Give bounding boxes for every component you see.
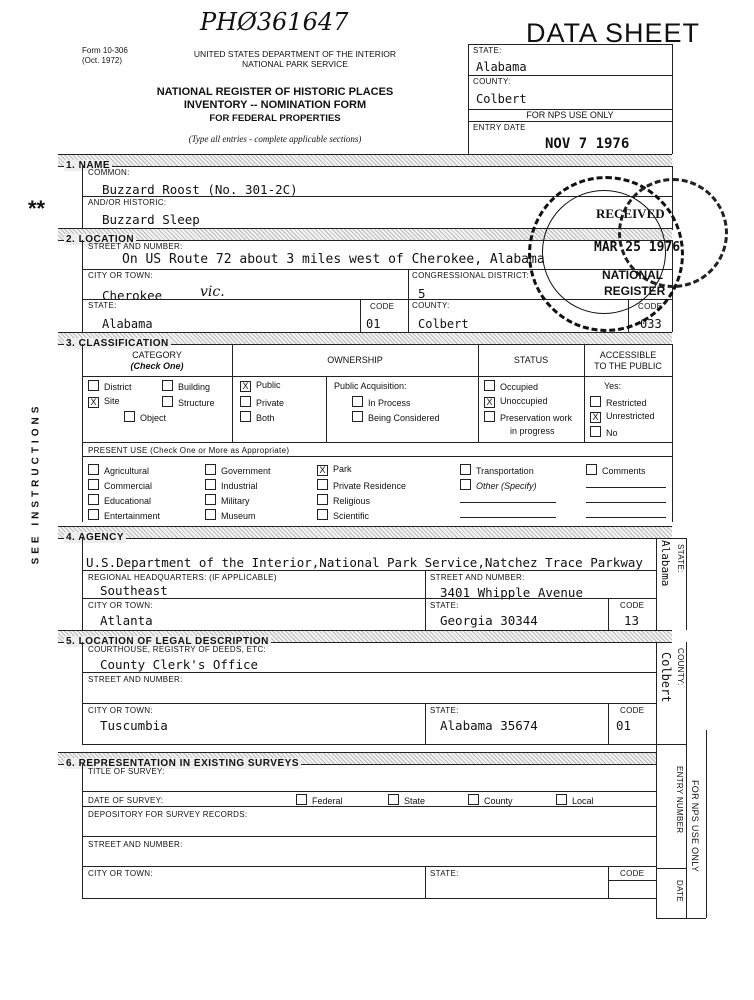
survey-state-label: STATE: — [430, 869, 459, 878]
use-transportation[interactable] — [460, 464, 534, 476]
margin-mark: ** — [28, 196, 46, 221]
city-value: Cherokee — [102, 288, 163, 303]
common-value: Buzzard Roost (No. 301-2C) — [102, 182, 298, 197]
survey-federal[interactable] — [296, 794, 343, 806]
own-both-label: Both — [256, 413, 275, 423]
use-transportation-label: Transportation — [476, 466, 534, 476]
checkbox[interactable] — [162, 396, 173, 407]
nps-use-only-side: FOR NPS USE ONLY — [690, 780, 700, 873]
use-agricultural-label: Agricultural — [104, 466, 150, 476]
checkbox[interactable] — [352, 411, 363, 422]
county-label: COUNTY: — [412, 301, 450, 310]
agency-code-label: CODE — [620, 601, 645, 610]
use-other-label: Other (Specify) — [476, 481, 537, 491]
courthouse-label: COURTHOUSE, REGISTRY OF DEEDS, ETC: — [88, 645, 267, 654]
checkbox-checked[interactable]: X — [240, 381, 251, 392]
accessible-header-2: TO THE PUBLIC — [594, 361, 662, 371]
historic-label: AND/OR HISTORIC: — [88, 198, 167, 207]
county-value: Colbert — [418, 317, 469, 331]
survey-local[interactable] — [556, 794, 594, 806]
header-state-value: Alabama — [476, 60, 527, 74]
survey-county[interactable] — [468, 794, 513, 806]
checkbox[interactable] — [590, 396, 601, 407]
use-park-label: Park — [333, 464, 352, 474]
agency-name: U.S.Department of the Interior,National Park Service,Natchez Trace Parkway — [86, 555, 643, 570]
regional-value: Southeast — [100, 583, 168, 598]
legal-city-label: CITY OR TOWN: — [88, 706, 153, 715]
own-private-label: Private — [256, 398, 285, 408]
acc-unrestricted[interactable] — [590, 411, 655, 423]
checkbox[interactable] — [88, 380, 99, 391]
acc-restricted-label: Restricted — [606, 398, 647, 408]
use-comments[interactable] — [586, 464, 646, 476]
use-commercial[interactable] — [88, 479, 152, 491]
header-county-value: Colbert — [476, 92, 527, 106]
survey-date-label: DATE OF SURVEY: — [88, 796, 164, 805]
legal-state-label: STATE: — [430, 706, 459, 715]
legal-county-side: Colbert — [659, 652, 673, 703]
agency-street-value: 3401 Whipple Avenue — [440, 585, 583, 600]
checkbox[interactable] — [484, 411, 495, 422]
use-religious[interactable] — [317, 494, 370, 506]
type-instructions: (Type all entries - complete applicable sections) — [188, 134, 362, 144]
use-commercial-label: Commercial — [104, 481, 153, 491]
form-number: Form 10-306 — [82, 46, 128, 55]
use-agricultural[interactable] — [88, 464, 149, 476]
status-occupied[interactable] — [484, 380, 538, 392]
common-label: COMMON: — [88, 168, 130, 177]
header-entry-date-label: ENTRY DATE — [473, 123, 526, 132]
use-entertainment-label: Entertainment — [104, 511, 161, 521]
checkbox[interactable] — [88, 494, 99, 505]
checkbox-checked[interactable]: X — [484, 397, 495, 408]
checkbox[interactable] — [352, 396, 363, 407]
form-title-3: FOR FEDERAL PROPERTIES — [209, 113, 341, 124]
city-label: CITY OR TOWN: — [88, 271, 153, 280]
legal-city-value: Tuscumbia — [100, 718, 168, 733]
checkbox[interactable] — [205, 509, 216, 520]
checkbox[interactable] — [590, 426, 601, 437]
use-industrial[interactable] — [205, 479, 258, 491]
own-private[interactable] — [240, 396, 284, 408]
checkbox[interactable] — [296, 794, 307, 805]
checkbox[interactable] — [317, 479, 328, 490]
section-4-title: 4. AGENCY — [66, 532, 125, 543]
ownership-header: OWNERSHIP — [327, 355, 383, 365]
checkbox[interactable] — [88, 509, 99, 520]
status-occupied-label: Occupied — [500, 382, 539, 392]
survey-title-label: TITLE OF SURVEY: — [88, 767, 165, 776]
state-code-label: CODE — [370, 302, 395, 311]
acc-no[interactable] — [590, 426, 618, 438]
section-6-title: 6. REPRESENTATION IN EXISTING SURVEYS — [66, 758, 299, 769]
district-value: 5 — [418, 286, 426, 301]
checkbox-checked[interactable]: X — [590, 412, 601, 423]
use-other[interactable] — [460, 479, 537, 491]
stamp-received: RECEIVED — [596, 206, 665, 221]
handwritten-id: PHØ361647 — [200, 8, 349, 36]
legal-county-side-label: COUNTY: — [676, 648, 685, 686]
agency-state-side: Alabama — [659, 540, 672, 587]
use-scientific-label: Scientific — [333, 511, 370, 521]
category-header: CATEGORY — [132, 350, 182, 360]
checkbox[interactable] — [317, 509, 328, 520]
checkbox[interactable] — [162, 380, 173, 391]
survey-federal-label: Federal — [312, 796, 343, 806]
status-in-progress-label: in progress — [510, 426, 555, 436]
agency-state-side-label: STATE: — [676, 544, 685, 573]
survey-state-label: State — [404, 796, 426, 806]
use-military-label: Military — [221, 496, 250, 506]
checkbox[interactable] — [88, 479, 99, 490]
public-acquisition-label: Public Acquisition: — [334, 381, 407, 391]
checkbox[interactable] — [460, 479, 471, 490]
section-3-title: 3. CLASSIFICATION — [66, 338, 169, 349]
stamp-register: REGISTER — [604, 284, 666, 298]
checkbox[interactable] — [205, 479, 216, 490]
use-military[interactable] — [205, 494, 250, 506]
see-instructions-side: SEE INSTRUCTIONS — [30, 402, 42, 565]
agency-line-1: UNITED STATES DEPARTMENT OF THE INTERIOR — [193, 49, 397, 59]
cat-object[interactable] — [124, 411, 166, 423]
legal-code-value: 01 — [616, 718, 632, 733]
checkbox[interactable] — [205, 494, 216, 505]
acc-no-label: No — [606, 428, 618, 438]
form-title-2: INVENTORY -- NOMINATION FORM — [183, 99, 367, 111]
acc-unrestricted-label: Unrestricted — [606, 411, 655, 421]
agency-state-value: Georgia 30344 — [440, 613, 538, 628]
historic-value: Buzzard Sleep — [102, 212, 200, 227]
agency-street-label: STREET AND NUMBER: — [430, 573, 525, 582]
own-being-considered-label: Being Considered — [368, 413, 440, 423]
checkbox[interactable] — [317, 494, 328, 505]
status-preservation[interactable] — [484, 411, 572, 423]
form-date: (Oct. 1972) — [82, 56, 123, 65]
checkbox[interactable] — [468, 794, 479, 805]
courthouse-value: County Clerk's Office — [100, 657, 259, 672]
status-unoccupied[interactable] — [484, 396, 548, 408]
accessible-header-1: ACCESSIBLE — [599, 350, 657, 360]
legal-state-value: Alabama 35674 — [440, 718, 538, 733]
use-comments-label: Comments — [602, 466, 646, 476]
use-government[interactable] — [205, 464, 271, 476]
agency-line-2: NATIONAL PARK SERVICE — [242, 59, 348, 69]
own-both[interactable] — [240, 411, 275, 423]
header-entry-date: NOV 7 1976 — [545, 136, 630, 152]
use-government-label: Government — [221, 466, 271, 476]
status-header: STATUS — [513, 355, 549, 365]
agency-code-value: 13 — [624, 613, 640, 628]
street-value: On US Route 72 about 3 miles west of Cherokee, Alabama — [122, 252, 545, 267]
cat-site[interactable] — [88, 396, 120, 408]
present-use-label: PRESENT USE (Check One or More as Appropriate) — [88, 446, 290, 455]
use-museum-label: Museum — [221, 511, 256, 521]
use-educational-label: Educational — [104, 496, 152, 506]
own-public-label: Public — [256, 380, 281, 390]
checkbox[interactable] — [124, 411, 135, 422]
city-vicinity-note: vic. — [200, 284, 225, 300]
acc-restricted[interactable] — [590, 396, 647, 408]
checkbox[interactable] — [388, 794, 399, 805]
regional-label: REGIONAL HEADQUARTERS: (IF APPLICABLE) — [88, 573, 277, 582]
survey-street-label: STREET AND NUMBER: — [88, 840, 183, 849]
use-museum[interactable] — [205, 509, 256, 521]
depository-label: DEPOSITORY FOR SURVEY RECORDS: — [88, 810, 248, 819]
legal-code-label: CODE — [620, 706, 645, 715]
survey-city-label: CITY OR TOWN: — [88, 869, 153, 878]
cat-site-label: Site — [104, 396, 120, 406]
checkbox[interactable] — [205, 464, 216, 475]
street-label: STREET AND NUMBER: — [88, 242, 183, 251]
section-1-title: 1. NAME — [66, 160, 111, 171]
section-2-title: 2. LOCATION — [66, 234, 135, 245]
district-label: CONGRESSIONAL DISTRICT: — [412, 271, 529, 280]
stamp-national: NATIONAL — [602, 268, 664, 282]
survey-code-label: CODE — [620, 869, 645, 878]
cat-district-label: District — [104, 382, 132, 392]
cat-object-label: Object — [140, 413, 167, 423]
checkbox[interactable] — [240, 411, 251, 422]
header-nps-use: FOR NPS USE ONLY — [526, 110, 614, 120]
check-one-note: (Check One) — [130, 361, 184, 371]
checkbox-checked[interactable]: X — [317, 465, 328, 476]
use-industrial-label: Industrial — [221, 481, 258, 491]
checkbox-checked[interactable]: X — [88, 397, 99, 408]
checkbox[interactable] — [460, 464, 471, 475]
agency-state-label: STATE: — [430, 601, 459, 610]
section-5-title: 5. LOCATION OF LEGAL DESCRIPTION — [66, 636, 269, 647]
county-code-value: 033 — [640, 317, 662, 331]
checkbox[interactable] — [586, 464, 597, 475]
use-religious-label: Religious — [333, 496, 371, 506]
state-value: Alabama — [102, 317, 153, 331]
use-private-residence-label: Private Residence — [333, 481, 407, 491]
use-entertainment[interactable] — [88, 509, 160, 521]
stamp-date: MAR 25 1976 — [594, 240, 681, 255]
form-title-1: NATIONAL REGISTER OF HISTORIC PLACES — [156, 86, 394, 98]
own-in-process[interactable] — [352, 396, 411, 408]
own-in-process-label: In Process — [368, 398, 411, 408]
state-label: STATE: — [88, 301, 117, 310]
use-scientific[interactable] — [317, 509, 369, 521]
cat-building-label: Building — [178, 382, 211, 392]
own-being-considered[interactable] — [352, 411, 440, 423]
legal-street-label: STREET AND NUMBER: — [88, 675, 183, 684]
survey-local-label: Local — [572, 796, 594, 806]
checkbox[interactable] — [484, 380, 495, 391]
accessible-yes-label: Yes: — [604, 381, 622, 391]
date-side: DATE — [675, 880, 684, 902]
checkbox[interactable] — [556, 794, 567, 805]
cat-structure[interactable] — [162, 396, 215, 408]
header-state-label: STATE: — [473, 46, 502, 55]
cat-district[interactable] — [88, 380, 132, 392]
survey-state[interactable] — [388, 794, 425, 806]
county-code-label: CODE — [638, 302, 663, 311]
own-public[interactable] — [240, 380, 281, 392]
cat-structure-label: Structure — [178, 398, 215, 408]
checkbox[interactable] — [240, 396, 251, 407]
agency-city-label: CITY OR TOWN: — [88, 601, 153, 610]
checkbox[interactable] — [88, 464, 99, 475]
status-preservation-label: Preservation work — [500, 413, 573, 423]
header-county-label: COUNTY: — [473, 77, 511, 86]
survey-county-label: County — [484, 796, 513, 806]
use-private-residence[interactable] — [317, 479, 406, 491]
entry-number-side: ENTRY NUMBER — [675, 766, 684, 834]
use-park[interactable] — [317, 464, 352, 476]
agency-city-value: Atlanta — [100, 613, 153, 628]
cat-building[interactable] — [162, 380, 210, 392]
data-sheet-title: DATA SHEET — [526, 18, 701, 48]
use-educational[interactable] — [88, 494, 151, 506]
status-unoccupied-label: Unoccupied — [500, 396, 548, 406]
state-code-value: 01 — [366, 317, 381, 331]
